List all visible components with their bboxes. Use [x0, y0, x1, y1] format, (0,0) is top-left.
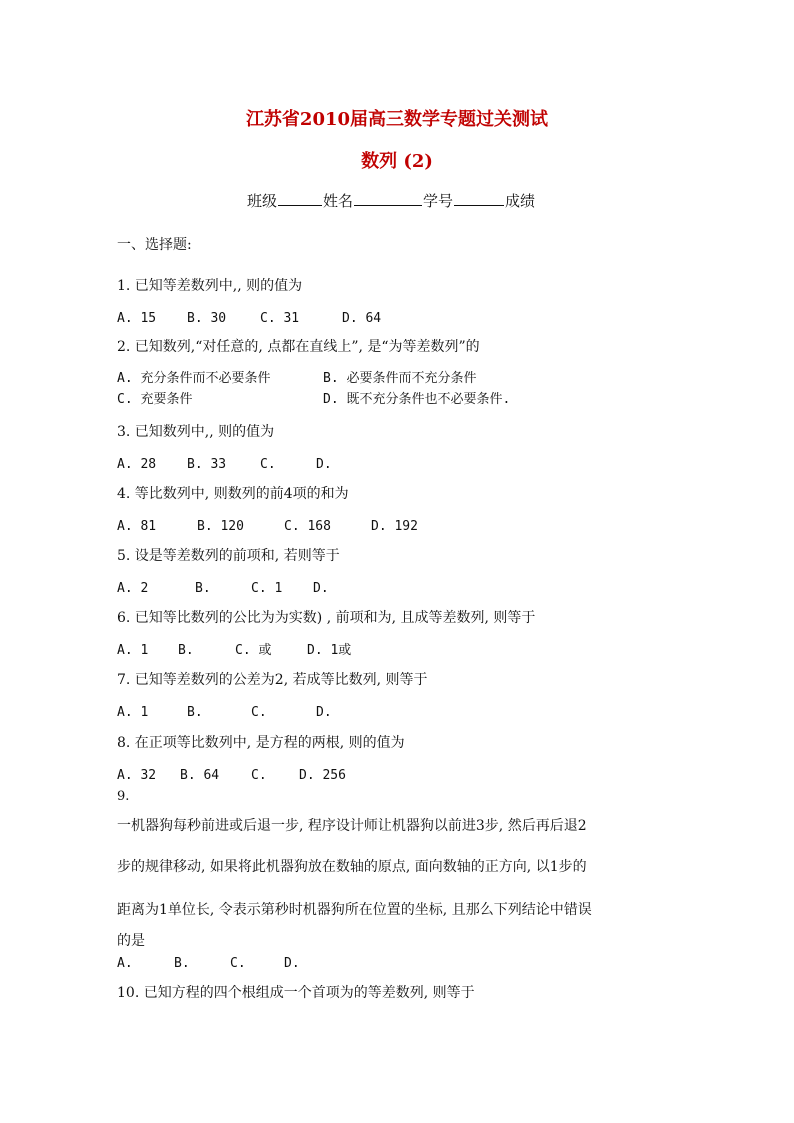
option-a: A. 1 — [117, 705, 149, 720]
question-stem: 4. 等比数列中, 则数列的前4项的和为 — [117, 486, 349, 502]
option-b: B. — [187, 705, 203, 720]
page-title: 江苏省2010届高三数学专题过关测试 — [245, 109, 549, 130]
option-a: A. 81 — [117, 519, 157, 534]
option-a: A. — [117, 956, 133, 971]
class-label: 班级 — [247, 192, 278, 210]
score-label: 成绩 — [505, 192, 536, 210]
option-c: C. — [230, 956, 246, 971]
option-d: D. — [316, 705, 332, 720]
option-d: D. 既不充分条件也不必要条件. — [323, 392, 511, 407]
number-label: 学号 — [423, 192, 454, 210]
option-b: B. 33 — [187, 457, 227, 472]
name-blank[interactable] — [354, 203, 422, 206]
option-b: B. 120 — [197, 519, 244, 534]
student-info-line — [247, 194, 535, 209]
option-c: C. — [251, 705, 267, 720]
number-blank[interactable] — [454, 203, 504, 206]
option-a: A. 2 — [117, 581, 149, 596]
class-blank[interactable] — [278, 203, 322, 206]
option-c: C. 31 — [260, 311, 300, 326]
section-heading: 一、选择题: — [117, 237, 192, 253]
option-d: D. 192 — [371, 519, 418, 534]
question-stem: 10. 已知方程的四个根组成一个首项为的等差数列, 则等于 — [117, 985, 475, 1001]
option-a: A. 28 — [117, 457, 157, 472]
option-b: B. 必要条件而不充分条件 — [323, 371, 477, 386]
option-b: B. — [174, 956, 190, 971]
option-a: A. 1 — [117, 643, 149, 658]
question-stem: 5. 设是等差数列的前项和, 若则等于 — [117, 548, 340, 564]
option-b: B. — [178, 643, 194, 658]
question-stem: 2. 已知数列,“对任意的, 点都在直线上”, 是“为等差数列”的 — [117, 339, 480, 355]
question-stem: 8. 在正项等比数列中, 是方程的两根, 则的值为 — [117, 735, 405, 751]
option-c: C. 168 — [284, 519, 331, 534]
name-label: 姓名 — [323, 192, 354, 210]
question-text-line: 一机器狗每秒前进或后退一步, 程序设计师让机器狗以前进3步, 然后再后退2 — [117, 818, 587, 834]
option-a: A. 15 — [117, 311, 157, 326]
option-b: B. 64 — [180, 768, 220, 783]
question-stem: 9. — [117, 789, 130, 804]
question-text-line: 的是 — [117, 933, 145, 949]
question-stem: 3. 已知数列中,, 则的值为 — [117, 424, 275, 440]
option-a: A. 充分条件而不必要条件 — [117, 371, 271, 386]
option-c: C. 1 — [251, 581, 283, 596]
page-subtitle: 数列 (2) — [361, 151, 433, 172]
question-text-line: 距离为1单位长, 令表示第秒时机器狗所在位置的坐标, 且那么下列结论中错误 — [117, 902, 592, 918]
option-d: D. 256 — [299, 768, 346, 783]
question-text-line: 步的规律移动, 如果将此机器狗放在数轴的原点, 面向数轴的正方向, 以1步的 — [117, 859, 587, 875]
option-a: A. 32 — [117, 768, 157, 783]
option-b: B. 30 — [187, 311, 227, 326]
option-c: C. 充要条件 — [117, 392, 193, 407]
option-d: D. — [284, 956, 300, 971]
option-b: B. — [195, 581, 211, 596]
option-d: D. — [313, 581, 329, 596]
option-c: C. 或 — [235, 643, 272, 658]
option-d: D. 1或 — [307, 643, 352, 658]
option-d: D. — [316, 457, 332, 472]
question-stem: 1. 已知等差数列中,, 则的值为 — [117, 278, 303, 294]
option-c: C. — [251, 768, 267, 783]
option-d: D. 64 — [342, 311, 382, 326]
question-stem: 7. 已知等差数列的公差为2, 若成等比数列, 则等于 — [117, 672, 428, 688]
option-c: C. — [260, 457, 276, 472]
question-stem: 6. 已知等比数列的公比为为实数) , 前项和为, 且成等差数列, 则等于 — [117, 610, 536, 626]
